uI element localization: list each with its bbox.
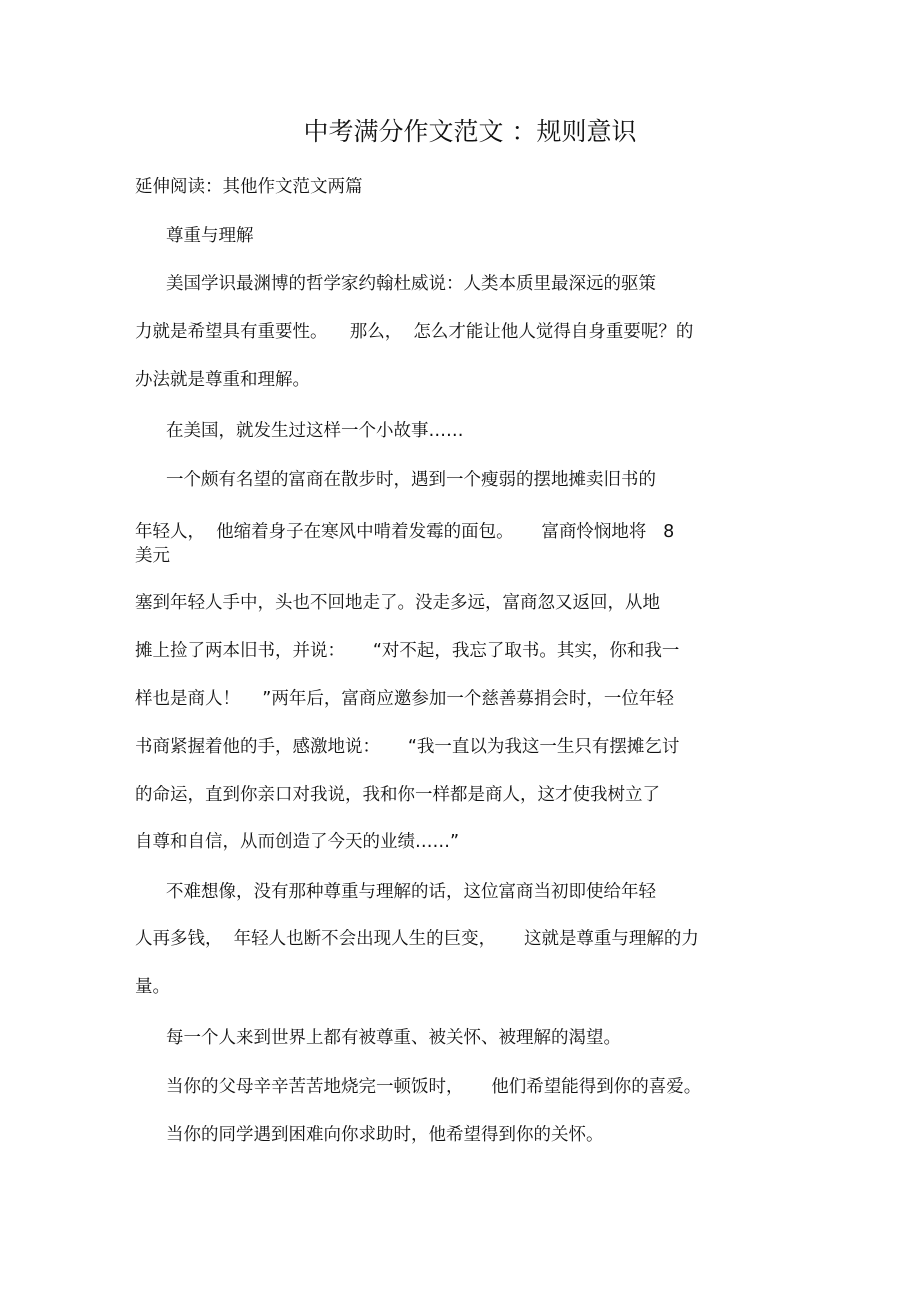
text-line: 当你的同学遇到困难向你求助时，他希望得到你的关怀。 — [166, 1125, 604, 1145]
text-line: 的命运，直到你亲口对我说，我和你一样都是商人，这才使我树立了 — [135, 785, 660, 805]
text-line: 年轻人， 他缩着身子在寒风中啃着发霉的面包。 富商怜悯地将 8 — [135, 522, 675, 542]
text-line: 每一个人来到世界上都有被尊重、被关怀、被理解的渴望。 — [166, 1028, 621, 1048]
text-line: 美元 — [135, 546, 170, 566]
text-line: 办法就是尊重和理解。 — [135, 370, 310, 390]
text-line: 当你的父母辛辛苦苦地烧完一顿饭时， 他们希望能得到你的喜爱。 — [166, 1077, 702, 1097]
text-line: 力就是希望具有重要性。 那么， 怎么才能让他人觉得自身重要呢？的 — [135, 322, 694, 342]
text-line: 书商紧握着他的手，感激地说： “我一直以为我这一生只有摆摊乞讨 — [135, 737, 680, 757]
text-line: 在美国，就发生过这样一个小故事…… — [166, 421, 464, 441]
text-line: 延伸阅读：其他作文范文两篇 — [135, 177, 363, 197]
document-title: 中考满分作文范文 ：规则意识 — [303, 117, 637, 146]
text-line: 塞到年轻人手中，头也不回地走了。没走多远，富商忽又返回，从地 — [135, 593, 660, 613]
text-line: 一个颇有名望的富商在散步时，遇到一个瘦弱的摆地摊卖旧书的 — [166, 470, 656, 490]
text-line: 摊上捡了两本旧书，并说： “对不起，我忘了取书。其实，你和我一 — [135, 641, 680, 661]
text-line: 人再多钱， 年轻人也断不会出现人生的巨变， 这就是尊重与理解的力 — [135, 929, 699, 949]
text-line: 美国学识最渊博的哲学家约翰杜威说：人类本质里最深远的驱策 — [166, 274, 656, 294]
text-line: 量。 — [135, 977, 170, 997]
text-line: 样也是商人！ ”两年后，富商应邀参加一个慈善募捐会时，一位年轻 — [135, 689, 674, 709]
section-heading: 尊重与理解 — [166, 226, 254, 246]
text-line: 自尊和自信，从而创造了今天的业绩……” — [135, 832, 460, 852]
text-line: 不难想像，没有那种尊重与理解的话，这位富商当初即使给年轻 — [166, 882, 656, 902]
